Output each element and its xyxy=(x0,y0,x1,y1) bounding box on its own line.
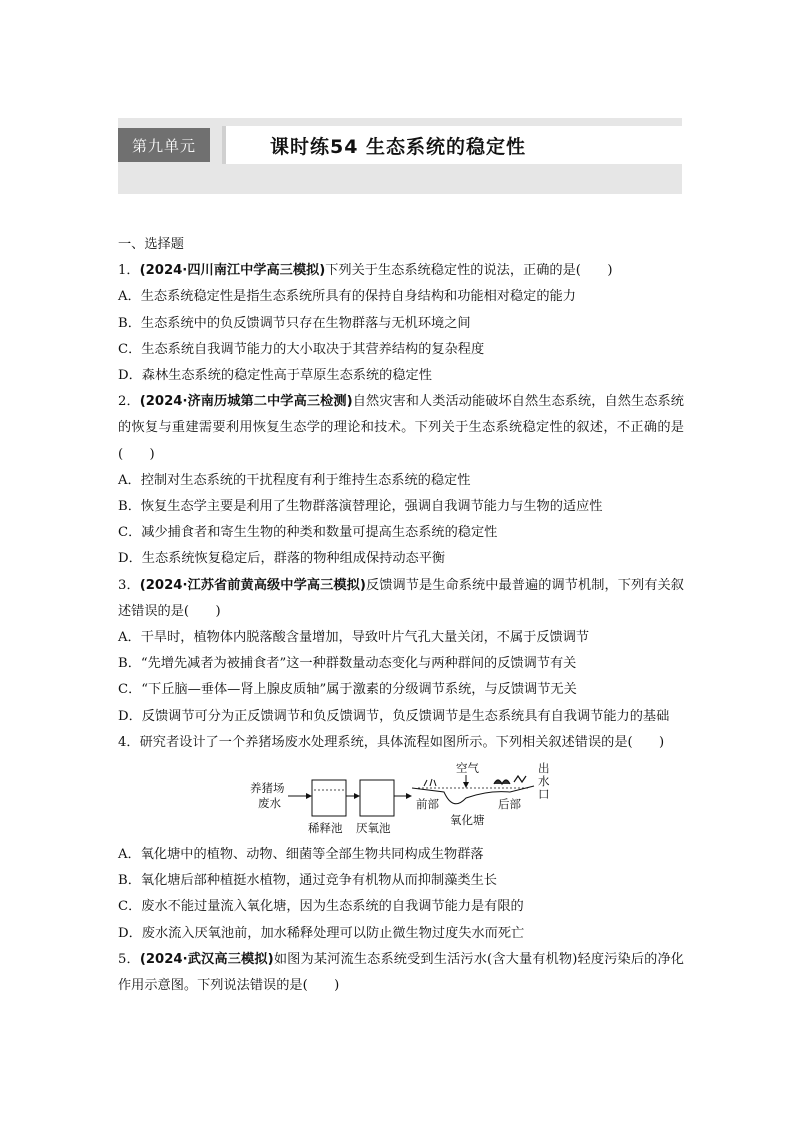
option: B．恢复生态学主要是利用了生物群落演替理论，强调自我调节能力与生物的适应性 xyxy=(118,499,603,515)
question-source: (2024·济南历城第二中学高三检测) xyxy=(139,394,353,410)
question-text: 自然灾害和人类活动能破坏自然生态系统，自然生态系统的恢复与重建需要利用恢复生态学的理论和技术。下列关于生态系统稳定性的叙述，不正确的是( ) xyxy=(118,394,684,462)
pool1-label: 稀释池 xyxy=(308,821,343,836)
question-number: 3． xyxy=(118,577,140,593)
option: A．干旱时，植物体内脱落酸含量增加，导致叶片气孔大量关闭，不属于反馈调节 xyxy=(118,630,590,646)
option: D．生态系统恢复稳定后，群落的物种组成保持动态平衡 xyxy=(118,551,446,567)
option: C．减少捕食者和寄生生物的种类和数量可提高生态系统的稳定性 xyxy=(118,525,498,541)
question-text: 研究者设计了一个养猪场废水处理系统，具体流程如图所示。下列相关叙述错误的是( ) xyxy=(139,734,665,750)
option: D．废水流入厌氧池前，加水稀释处理可以防止微生物过度失水而死亡 xyxy=(118,925,525,941)
question-content xyxy=(118,232,684,999)
question-5-stem xyxy=(118,947,684,999)
front-label: 前部 xyxy=(416,797,439,812)
question-source: (2024·四川南江中学高三模拟) xyxy=(139,263,326,279)
option: D．反馈调节可分为正反馈调节和负反馈调节，负反馈调节是生态系统具有自我调节能力的基础 xyxy=(118,708,670,724)
air-arrow-head xyxy=(463,782,469,788)
outlet-label-1: 出 xyxy=(538,761,550,776)
option: A．生态系统稳定性是指生态系统所具有的保持自身结构和功能相对稳定的能力 xyxy=(118,289,576,305)
inlet-label-2: 废水 xyxy=(258,796,281,811)
arrow-head xyxy=(306,793,312,799)
arrow-head xyxy=(406,793,412,799)
question-number: 2． xyxy=(118,394,140,410)
unit-label: 第九单元 xyxy=(118,128,210,162)
page-title: 课时练54 生态系统的稳定性 xyxy=(270,136,527,158)
question-source: (2024·武汉高三模拟) xyxy=(139,951,274,967)
dilution-pool xyxy=(312,780,346,816)
pool2-label: 厌氧池 xyxy=(356,821,391,836)
question-number: 5． xyxy=(118,951,140,967)
option: C．生态系统自我调节能力的大小取决于其营养结构的复杂程度 xyxy=(118,341,485,357)
question-1-stem xyxy=(118,258,684,284)
pond-label: 氧化塘 xyxy=(450,813,485,828)
reed-icon xyxy=(514,776,526,782)
question-source: (2024·江苏省前黄高级中学高三模拟) xyxy=(139,577,366,593)
wastewater-flow-svg xyxy=(248,760,578,840)
plant-icon xyxy=(424,779,436,786)
back-label: 后部 xyxy=(498,797,521,812)
question-4-stem xyxy=(118,730,684,756)
question-2-stem xyxy=(118,389,684,468)
outlet-label-3: 口 xyxy=(538,787,550,802)
air-label: 空气 xyxy=(456,761,479,776)
option: A．氧化塘中的植物、动物、细菌等全部生物共同构成生物群落 xyxy=(118,847,484,863)
wastewater-diagram xyxy=(118,760,684,840)
anaerobic-pool xyxy=(360,780,394,816)
question-number: 1． xyxy=(118,263,140,279)
question-number: 4． xyxy=(118,734,140,750)
question-text: 下列关于生态系统稳定性的说法，正确的是( ) xyxy=(325,263,613,279)
arrow-head xyxy=(354,793,360,799)
option: D．森林生态系统的稳定性高于草原生态系统的稳定性 xyxy=(118,368,432,384)
emergent-plant-icon xyxy=(494,780,510,784)
option: A．控制对生态系统的干扰程度有利于维持生态系统的稳定性 xyxy=(118,472,471,488)
inlet-label-1: 养猪场 xyxy=(250,781,285,796)
option: C．废水不能过量流入氧化塘，因为生态系统的自我调节能力是有限的 xyxy=(118,899,524,915)
section-heading: 一、选择题 xyxy=(118,237,184,252)
outlet-label-2: 水 xyxy=(538,774,550,789)
question-text: 反馈调节是生命系统中最普遍的调节机制，下列有关叙述错误的是( ) xyxy=(118,577,684,619)
question-text: 如图为某河流生态系统受到生活污水(含大量有机物)轻度污染后的净化作用示意图。下列说法错误的是( ) xyxy=(118,951,684,994)
question-3-stem xyxy=(118,573,684,625)
option: C．“下丘脑—垂体—肾上腺皮质轴”属于激素的分级调节系统，与反馈调节无关 xyxy=(118,682,577,698)
option: B．生态系统中的负反馈调节只存在生物群落与无机环境之间 xyxy=(118,315,471,331)
option: B．氧化塘后部种植挺水植物，通过竞争有机物从而抑制藻类生长 xyxy=(118,873,497,889)
option: B．“先增先减者为被捕食者”这一种群数量动态变化与两种群间的反馈调节有关 xyxy=(118,656,577,672)
